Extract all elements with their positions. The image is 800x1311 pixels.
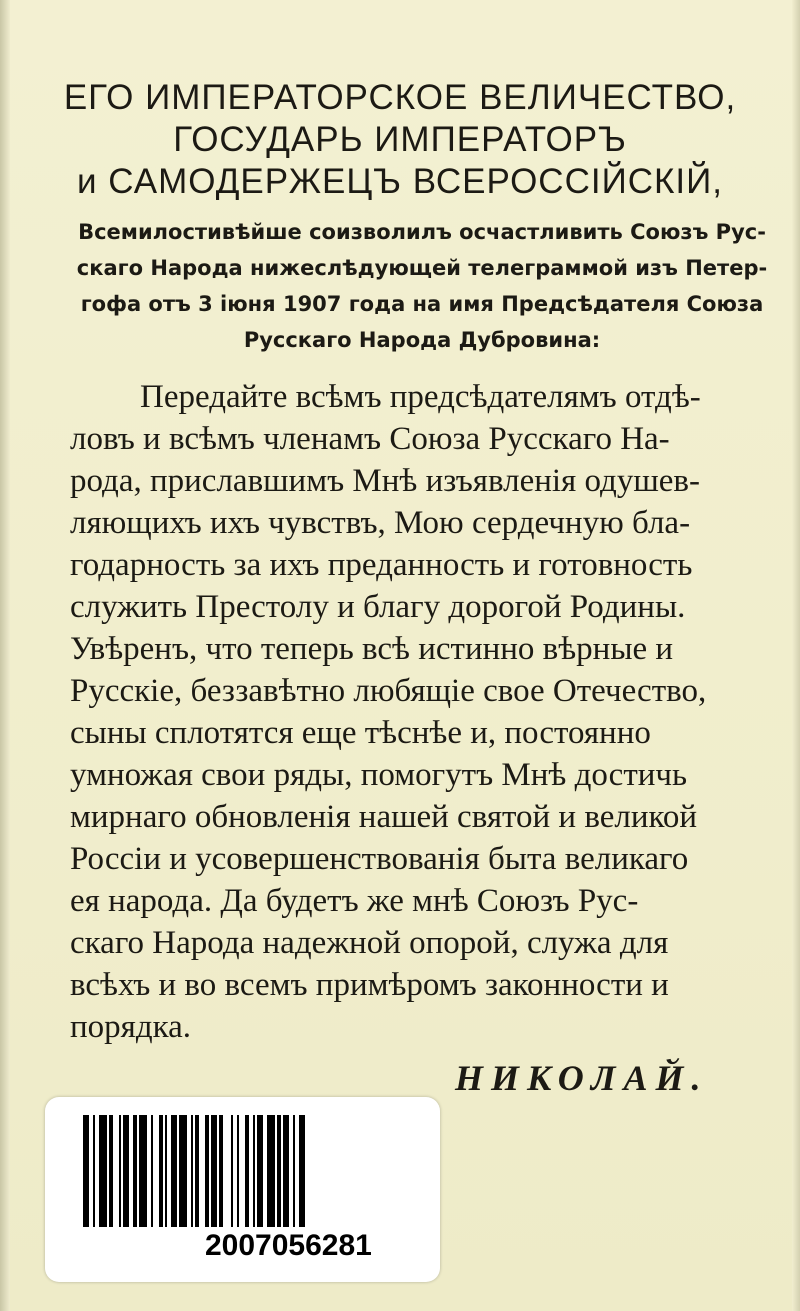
title-line-2: ГОСУДАРЬ ИМПЕРАТОРЪ [173, 120, 627, 159]
telegram-line-14: скаго Народа надежной опорой, служа для [70, 925, 669, 961]
telegram-line-7: Увѣренъ, что теперь всѣ истинно вѣрные и [70, 631, 674, 667]
barcode-bar [231, 1115, 233, 1227]
telegram-line-2: ловъ и всѣмъ членамъ Союза Русскаго На- [70, 421, 670, 457]
barcode-bar [205, 1115, 209, 1227]
barcode-bar [159, 1115, 163, 1227]
barcode-bar [99, 1115, 107, 1227]
telegram-line-8: Русскіе, беззавѣтно любящіе свое Отечество, [70, 673, 707, 709]
barcode-bar [293, 1115, 295, 1227]
barcode-bar [245, 1115, 249, 1227]
telegram-line-13: ея народа. Да будетъ же мнѣ Союзъ Рус- [70, 883, 639, 919]
barcode-bar [151, 1115, 153, 1227]
barcode-bar [83, 1115, 89, 1227]
telegram-line-1: Передайте всѣмъ предсѣдателямъ отдѣ- [140, 379, 701, 415]
title-line-1: ЕГО ИМПЕРАТОРСКОЕ ВЕЛИЧЕСТВО, [63, 78, 737, 117]
intro-line-2: скаго Народа нижеслѣдующей телеграммой изъ Петер- [76, 256, 768, 280]
barcode-bar [257, 1115, 263, 1227]
barcode-bar [195, 1115, 199, 1227]
barcode-bar [253, 1115, 255, 1227]
intro-line-1: Всемилостивѣйше соизволилъ осчастливить Союзъ Рус- [78, 220, 766, 244]
page-edge-left [0, 0, 10, 1311]
title-line-3: и САМОДЕРЖЕЦЪ ВСЕРОССІЙСКІЙ, [76, 162, 724, 201]
intro-line-3: гофа отъ 3 іюня 1907 года на имя Предсѣдателя Союза [80, 292, 764, 316]
telegram-line-15: всѣхъ и во всемъ примѣромъ законности и [70, 967, 669, 1003]
signature: НИКОЛАЙ. [455, 1058, 709, 1098]
telegram-line-10: умножая свои ряды, помогутъ Мнѣ достичь [70, 757, 688, 793]
barcode-bar [267, 1115, 275, 1227]
barcode-bar [93, 1115, 95, 1227]
barcode-bar [165, 1115, 167, 1227]
telegram-line-6: служить Престолу и благу дорогой Родины. [70, 589, 686, 625]
telegram-line-16: порядка. [70, 1009, 192, 1045]
barcode-bar [237, 1115, 239, 1227]
barcode-bar [133, 1115, 137, 1227]
barcode-sticker [45, 1097, 440, 1282]
barcode-bar [219, 1115, 223, 1227]
telegram-line-12: Россіи и усовершенствованія быта великаго [70, 841, 689, 877]
barcode-bar [211, 1115, 217, 1227]
telegram-line-5: годарность за ихъ преданность и готовность [70, 547, 693, 583]
barcode-bar [109, 1115, 113, 1227]
page-edge-right [792, 0, 800, 1311]
barcode-number: 2007056281 [205, 1229, 372, 1262]
telegram-line-4: ляющихъ ихъ чувствъ, Мою сердечную бла- [70, 505, 691, 541]
barcode-bar [277, 1115, 281, 1227]
barcode-bar [283, 1115, 289, 1227]
telegram-line-3: рода, приславшимъ Мнѣ изъявленія одушев- [70, 463, 700, 499]
barcode-bar [171, 1115, 177, 1227]
barcode-bar [191, 1115, 193, 1227]
barcode-icon [83, 1115, 403, 1227]
telegram-line-9: сыны сплотятся еще тѣснѣе и, постоянно [70, 715, 651, 751]
barcode-bar [119, 1115, 121, 1227]
barcode-bar [179, 1115, 187, 1227]
telegram-line-11: мирнаго обновленія нашей святой и великой [70, 799, 698, 835]
barcode-bar [123, 1115, 129, 1227]
barcode-bar [139, 1115, 147, 1227]
intro-line-4: Русскаго Народа Дубровина: [243, 328, 601, 352]
barcode-bar [299, 1115, 305, 1227]
